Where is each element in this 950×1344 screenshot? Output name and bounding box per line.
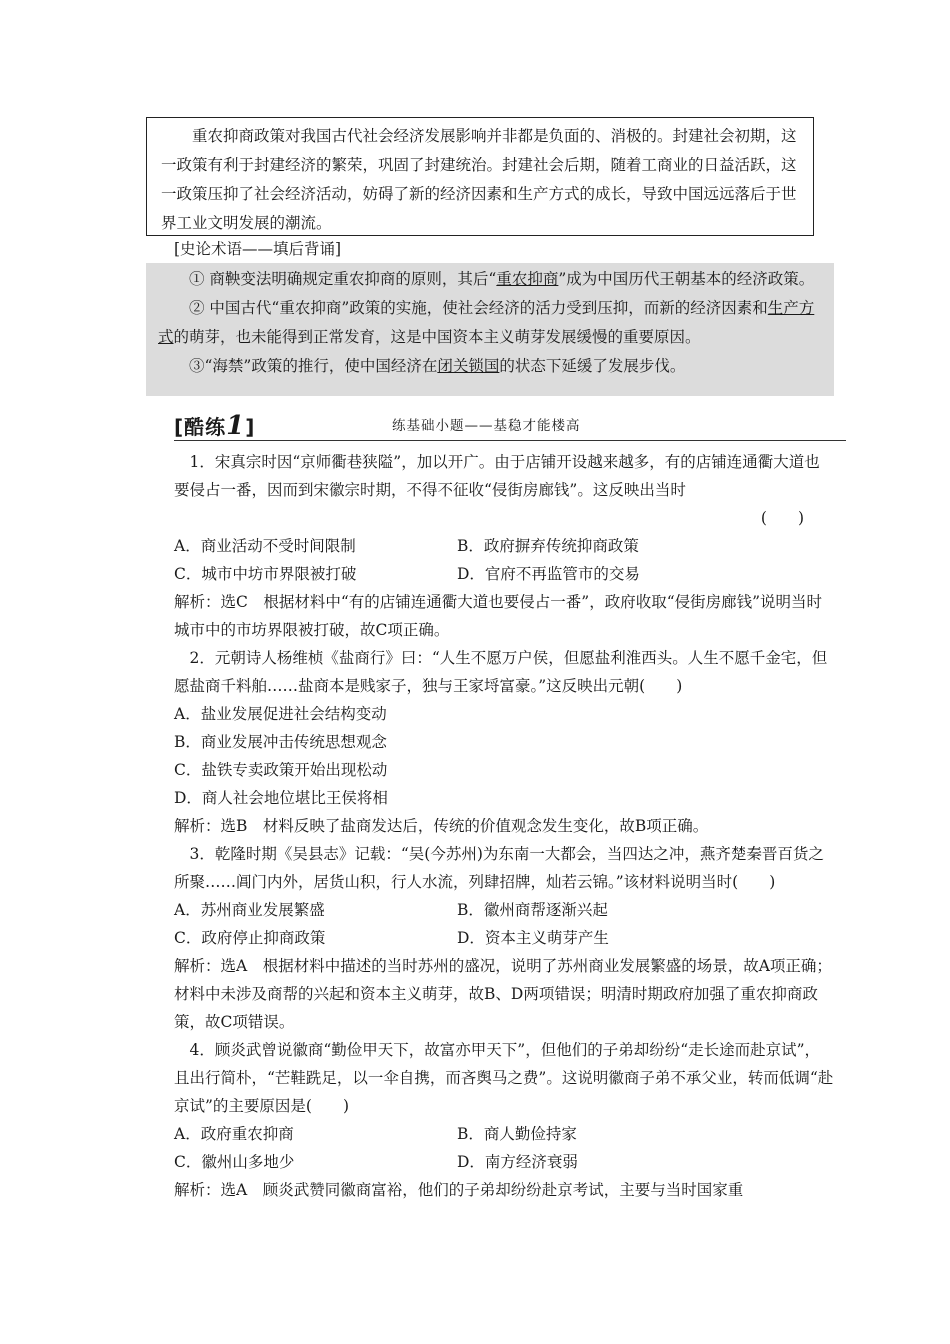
term-item-3: ③“海禁”政策的推行，使中国经济在闭关锁国的状态下延缓了发展步伐。 [189, 357, 686, 375]
option: C．城市中坊市界限被打破 [174, 565, 357, 583]
option: A．商业活动不受时间限制 [174, 537, 356, 555]
question-2-analysis: 解析：选B 材料反映了盐商发达后，传统的价值观念发生变化，故B项正确。 [174, 817, 709, 835]
option: D．官府不再监管市的交易 [457, 565, 640, 583]
drill-header [174, 412, 846, 441]
option: C．政府停止抑商政策 [174, 929, 326, 947]
question-4-options-row1 [174, 1120, 834, 1148]
option: A．盐业发展促进社会结构变动 [174, 705, 387, 723]
question-1-options-row1 [174, 532, 834, 560]
question-4-analysis: 解析：选A 顾炎武赞同徽商富裕，他们的子弟却纷纷赴京考试，主要与当时国家重 [174, 1181, 744, 1199]
option: A．苏州商业发展繁盛 [174, 901, 325, 919]
option: C．徽州山多地少 [174, 1153, 295, 1171]
option: D．南方经济衰弱 [457, 1153, 578, 1171]
question-3-stem: 3．乾隆时期《吴县志》记载：“吴(今苏州)为东南一大都会，当四达之冲，燕齐楚秦晋百货之所聚……阊门内外，居货山积，行人水流，列肆招牌，灿若云锦。”该材料说明当时( ) [174, 845, 824, 891]
term-item-2: ② 中国古代“重农抑商”政策的实施，使社会经济的活力受到压抑，而新的经济因素和生产方式的萌芽，也未能得到正常发育，这是中国资本主义萌芽发展缓慢的重要原因。 [158, 299, 815, 346]
question-1-options-row2 [174, 560, 834, 588]
fill-answer: 重农抑商 [496, 270, 559, 288]
option: C．盐铁专卖政策开始出现松动 [174, 761, 388, 779]
option: A．政府重农抑商 [174, 1125, 294, 1143]
boxed-note: 重农抑商政策对我国古代社会经济发展影响并非都是负面的、消极的。封建社会初期，这一政策有利于封建经济的繁荣，巩固了封建统治。封建社会后期，随着工商业的日益活跃，这一政策压抑了社会经济活动，妨碍了新的经济因素和生产方式的成长，导致中国远远落后于世界工业文明发展的潮流。 [146, 117, 814, 236]
option: D．资本主义萌芽产生 [457, 929, 609, 947]
question-3-analysis: 解析：选A 根据材料中描述的当时苏州的盛况，说明了苏州商业发展繁盛的场景，故A项正确；材料中未涉及商帮的兴起和资本主义萌芽，故B、D两项错误；明清时期政府加强了重农抑商政策，故C项错误。 [174, 957, 832, 1031]
option: D．商人社会地位堪比王侯将相 [174, 789, 388, 807]
option: B．徽州商帮逐渐兴起 [457, 901, 608, 919]
option: B．商人勤俭持家 [457, 1125, 577, 1143]
terms-box [146, 263, 834, 396]
question-2-stem: 2．元朝诗人杨维桢《盐商行》曰：“人生不愿万户侯，但愿盐利淮西头。人生不愿千金宅，但愿盐商千料舶……盐商本是贱家子，独与王家埒富豪。”这反映出元朝( ) [174, 649, 828, 695]
drill-title: [酷练1] [174, 411, 256, 441]
question-3-options-row1 [174, 896, 834, 924]
option: B．政府摒弃传统抑商政策 [457, 537, 639, 555]
question-4-options-row2 [174, 1148, 834, 1176]
term-item-1: ① 商鞅变法明确规定重农抑商的原则，其后“重农抑商”成为中国历代王朝基本的经济政策。 [189, 270, 815, 288]
answer-paren: ( ) [760, 509, 804, 527]
question-1-stem: 1．宋真宗时因“京师衢巷狭隘”，加以开广。由于店铺开设越来越多，有的店铺连通衢大道也要侵占一番，因而到宋徽宗时期，不得不征收“侵街房廊钱”。这反映出当时 [174, 453, 820, 499]
drill-subtitle: 练基础小题——基稳才能楼高 [392, 418, 581, 434]
terms-title: [史论术语——填后背诵] [174, 240, 342, 258]
fill-answer: 生产方式 [158, 299, 815, 346]
questions [174, 448, 834, 1204]
fill-answer: 闭关锁国 [437, 357, 500, 375]
question-1-analysis: 解析：选C 根据材料中“有的店铺连通衢大道也要侵占一番”，政府收取“侵街房廊钱”说明当时城市中的市坊界限被打破，故C项正确。 [174, 593, 823, 639]
question-3-options-row2 [174, 924, 834, 952]
option: B．商业发展冲击传统思想观念 [174, 733, 387, 751]
question-4-stem: 4．顾炎武曾说徽商“勤俭甲天下，故富亦甲天下”，但他们的子弟却纷纷“走长途而赴京试”，且出行简朴，“芒鞋跣足，以一伞自携，而吝舆马之费”。这说明徽商子弟不承父业，转而低调“赴京试”的主要原因是( ) [174, 1041, 834, 1115]
